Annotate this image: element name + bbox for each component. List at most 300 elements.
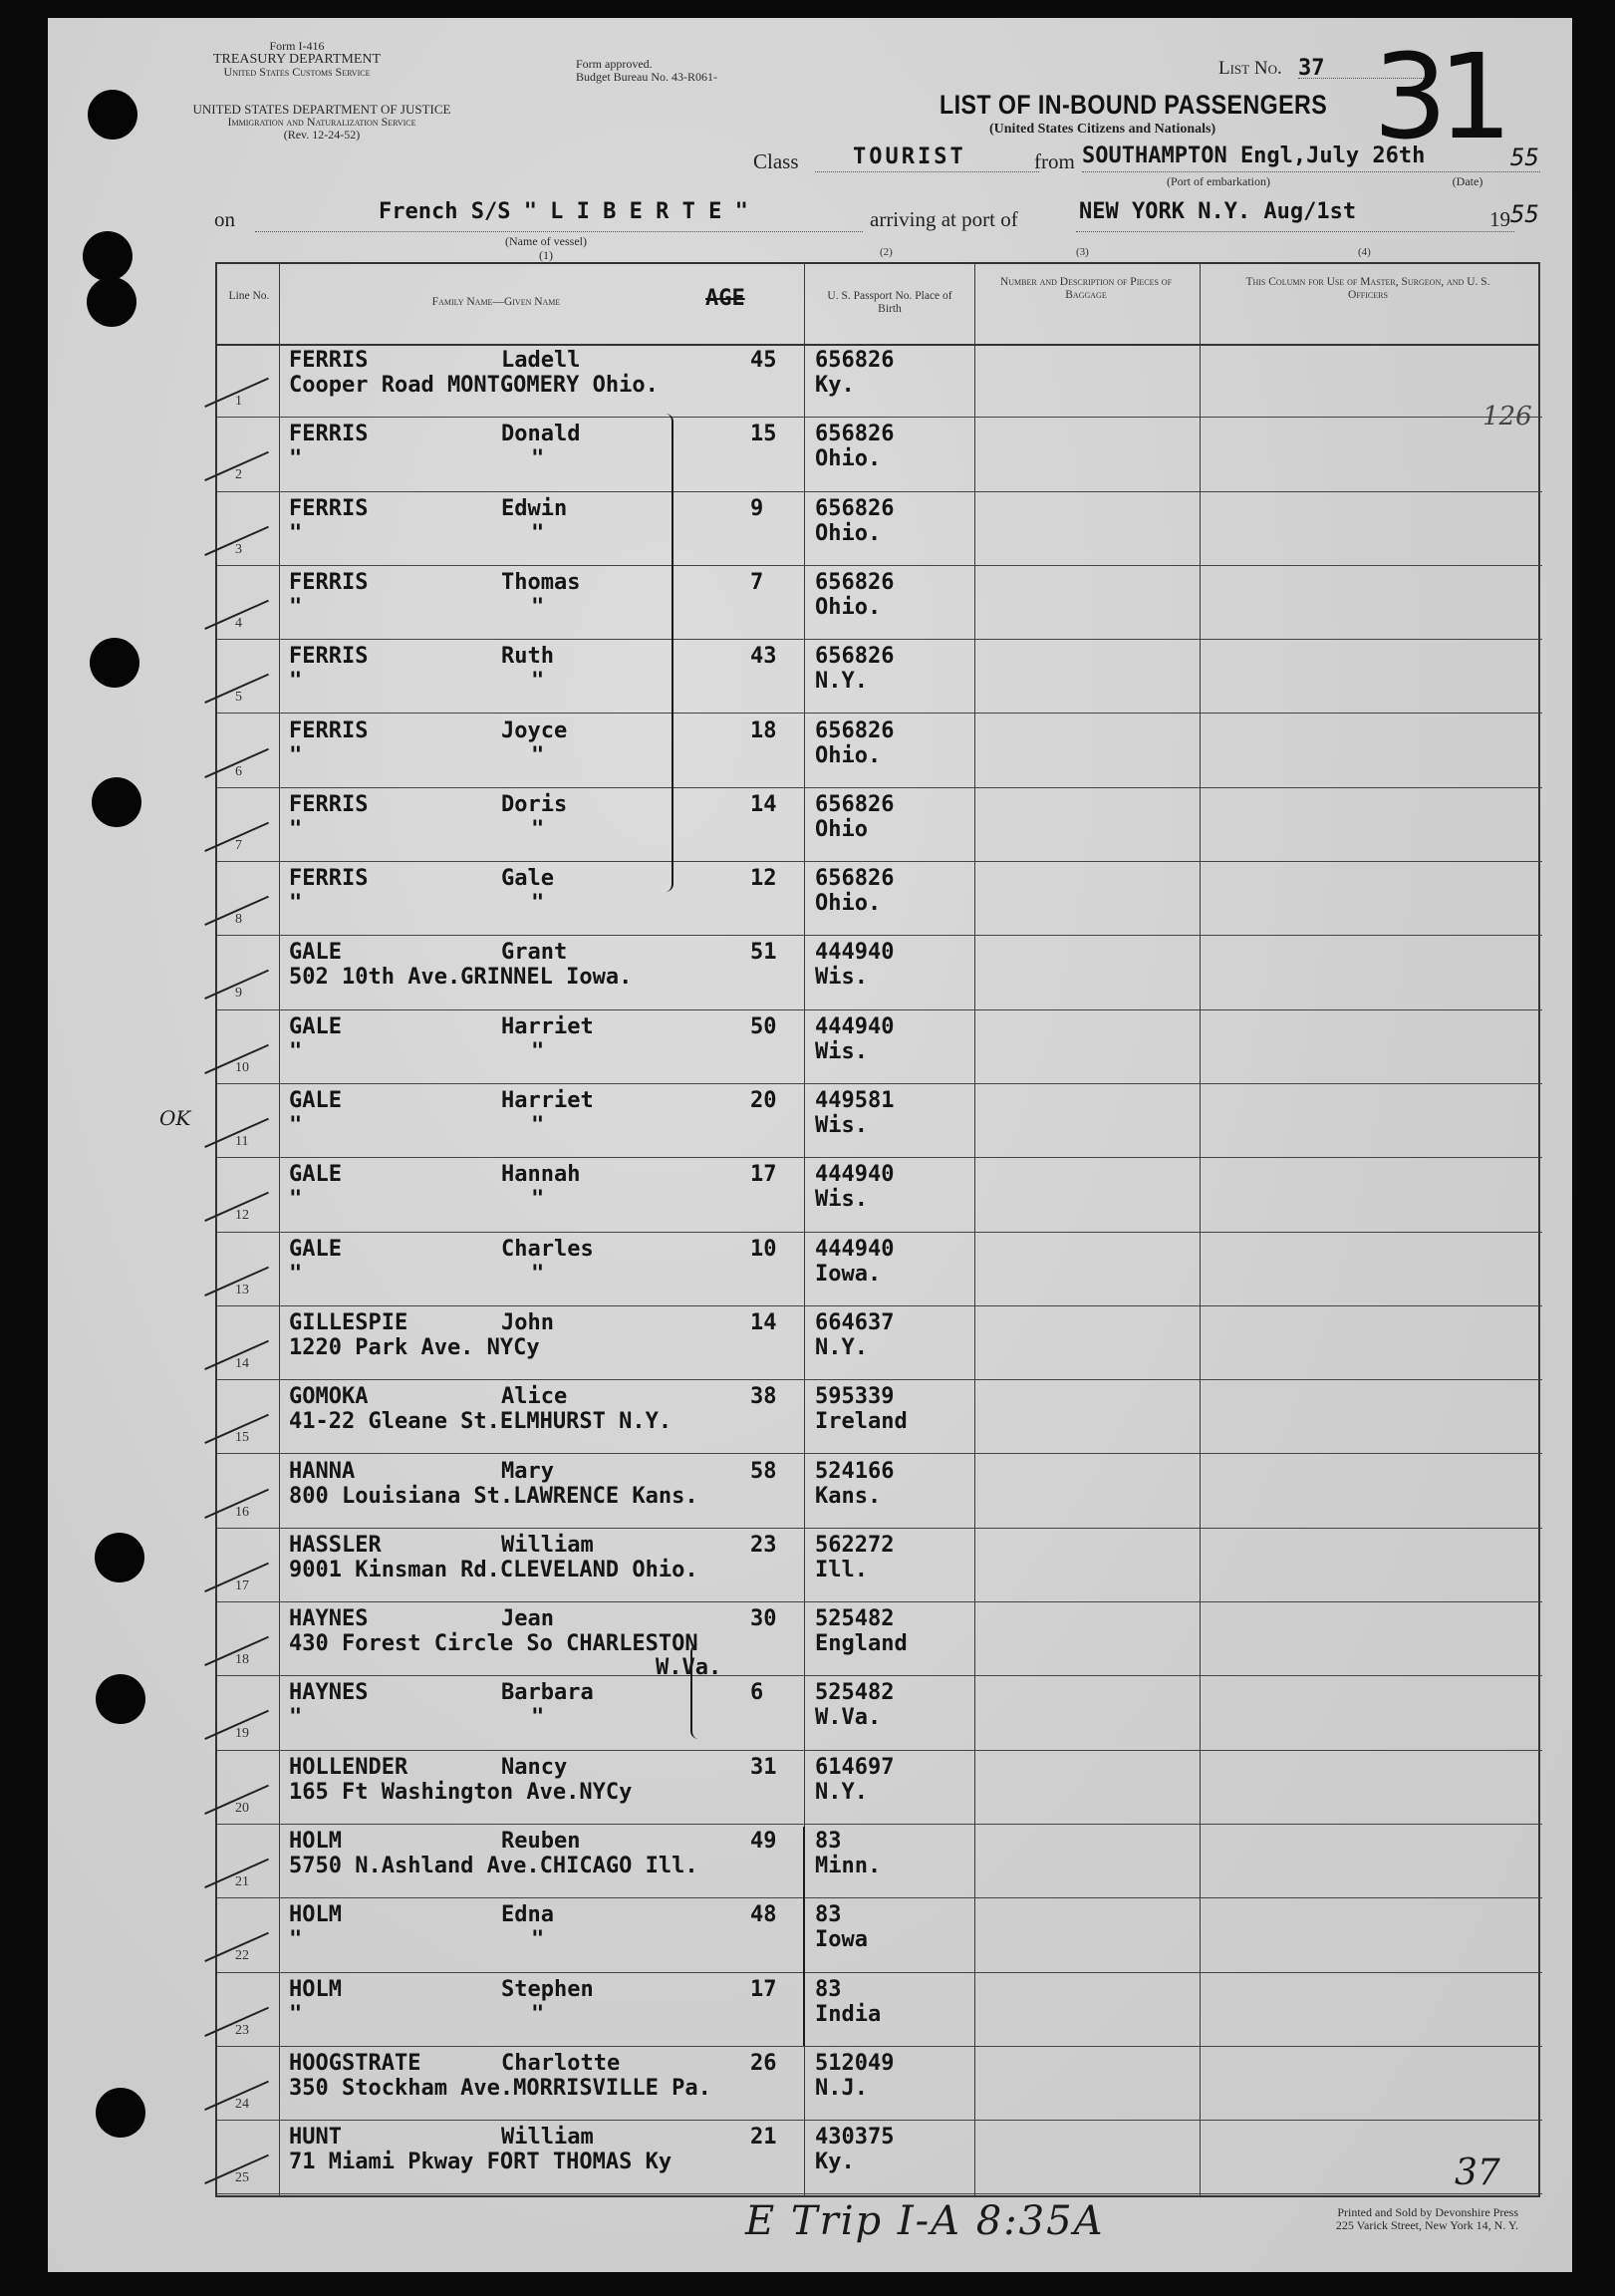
age-value: 14	[750, 791, 777, 817]
margin-ok-note: OK	[159, 1106, 191, 1130]
port-embark-caption: (Port of embarkation)	[1167, 174, 1270, 188]
table-row	[217, 1825, 1542, 1898]
passport-number: 562272	[815, 1532, 895, 1558]
vessel-colnum: (1)	[539, 248, 553, 262]
age-value: 50	[750, 1013, 777, 1039]
check-mark	[189, 343, 269, 408]
family-bracket-haynes	[690, 1644, 704, 1739]
header-age: AGE	[705, 286, 745, 311]
passenger-table	[215, 246, 1540, 2197]
given-name: Barbara	[501, 1680, 594, 1706]
address: 430 Forest Circle So CHARLESTON	[289, 1631, 698, 1657]
place-of-birth: Ky.	[815, 2150, 855, 2175]
address: 71 Miami Pkway FORT THOMAS Ky	[289, 2150, 673, 2175]
line-number: 23	[235, 2022, 249, 2038]
margin-note-row1: 126	[1482, 402, 1532, 431]
arrival-line	[1076, 231, 1514, 232]
age-value: 15	[750, 422, 777, 447]
given-name-ditto: "	[531, 1187, 545, 1213]
given-name: Ladell	[501, 348, 581, 373]
check-mark	[189, 2120, 269, 2184]
address: 9001 Kinsman Rd.CLEVELAND Ohio.	[289, 1557, 698, 1582]
check-mark	[189, 1675, 269, 1740]
place-of-birth: N.J.	[815, 2075, 868, 2101]
printer-block	[1239, 2206, 1518, 2232]
table-row	[217, 418, 1542, 491]
passport-number: 524166	[815, 1458, 895, 1484]
family-name: HAYNES	[289, 1606, 369, 1632]
given-name: John	[501, 1309, 554, 1335]
given-name: Jean	[501, 1606, 554, 1632]
treasury-dept: TREASURY DEPARTMENT	[212, 52, 382, 67]
rev-label: (Rev. 12-24-52)	[283, 128, 361, 142]
given-name: Ruth	[501, 644, 554, 670]
given-name: Charles	[501, 1236, 594, 1262]
family-name: FERRIS	[289, 422, 369, 447]
check-mark	[189, 1379, 269, 1444]
table-row	[217, 1602, 1542, 1681]
passport-number: 656826	[815, 718, 895, 743]
passport-number: 512049	[815, 2050, 895, 2076]
given-name: Harriet	[501, 1088, 594, 1113]
place-of-birth: Wis.	[815, 1187, 868, 1213]
address: Cooper Road MONTGOMERY Ohio.	[289, 373, 659, 398]
address: 1220 Park Ave. NYCy	[289, 1334, 540, 1360]
line-number: 1	[235, 394, 242, 409]
address: "	[289, 816, 303, 842]
line-number: 10	[235, 1059, 249, 1075]
family-name: GALE	[289, 1088, 342, 1113]
passport-number: 595339	[815, 1384, 895, 1410]
age-value: 38	[750, 1384, 777, 1410]
doj-label: UNITED STATES DEPARTMENT OF JUSTICE	[192, 102, 451, 117]
year-1: 55	[1510, 144, 1539, 171]
passport-number: 656826	[815, 866, 895, 892]
age-value: 7	[750, 569, 764, 595]
binder-hole-7	[96, 1674, 145, 1724]
check-mark	[189, 1453, 269, 1518]
age-value: 58	[750, 1458, 777, 1484]
approval-block	[576, 58, 795, 84]
passport-number: 444940	[815, 1236, 895, 1262]
check-mark	[189, 1972, 269, 2037]
passport-number: 525482	[815, 1680, 895, 1706]
line-number: 16	[235, 1504, 249, 1520]
check-mark	[189, 417, 269, 481]
given-name-ditto: "	[531, 1261, 545, 1287]
header-officers: This Column for Use of Master, Surgeon, and U. S. Officers	[1245, 276, 1490, 301]
table-row	[217, 1455, 1542, 1529]
row-separator	[217, 2193, 1542, 2194]
class-label: Class	[753, 149, 799, 173]
passport-number: 449581	[815, 1088, 895, 1113]
vessel-line	[255, 231, 863, 232]
place-of-birth: England	[815, 1631, 908, 1657]
colnum-passport: (2)	[880, 246, 893, 258]
printer-name: Printed and Sold by Devonshire Press	[1337, 2205, 1518, 2219]
line-number: 11	[235, 1134, 249, 1149]
line-number: 13	[235, 1282, 249, 1297]
list-no-value: 37	[1298, 56, 1325, 81]
table-row	[217, 1973, 1542, 2047]
line-number: 6	[235, 763, 242, 779]
passport-number: 656826	[815, 348, 895, 373]
manifest-page	[48, 18, 1572, 2272]
header-name: Family Name—Given Name	[431, 296, 561, 308]
family-name: FERRIS	[289, 495, 369, 521]
family-name: HASSLER	[289, 1532, 382, 1558]
place-of-birth: India	[815, 2001, 882, 2027]
check-mark	[189, 565, 269, 630]
age-value: 14	[750, 1309, 777, 1335]
check-mark	[189, 1305, 269, 1370]
age-value: 12	[750, 866, 777, 892]
age-value: 51	[750, 940, 777, 966]
family-name: HUNT	[289, 2125, 342, 2151]
line-number: 18	[235, 1652, 249, 1668]
age-value: 6	[750, 1680, 764, 1706]
binder-hole-4	[90, 638, 139, 688]
header-baggage: Number and Description of Pieces of Baggage	[999, 276, 1173, 301]
given-name: Charlotte	[501, 2050, 621, 2076]
colnum-officers: (4)	[1358, 246, 1371, 258]
family-name: GALE	[289, 1162, 342, 1188]
given-name: Alice	[501, 1384, 568, 1410]
place-of-birth: Wis.	[815, 1113, 868, 1138]
arrival-port: NEW YORK N.Y. Aug/1st	[1079, 199, 1357, 224]
given-name: Gale	[501, 866, 554, 892]
table-row	[217, 1751, 1542, 1825]
address: "	[289, 1113, 303, 1138]
line-number: 3	[235, 541, 242, 557]
given-name: Mary	[501, 1458, 554, 1484]
passport-number: 83	[815, 1976, 842, 2002]
table-row	[217, 1306, 1542, 1380]
check-mark	[189, 935, 269, 1000]
table-row	[217, 2047, 1542, 2121]
family-name: FERRIS	[289, 866, 369, 892]
binder-hole-5	[92, 777, 141, 827]
line-number: 22	[235, 1948, 249, 1964]
family-name: HOLM	[289, 1829, 342, 1854]
form-approved: Form approved.	[576, 57, 653, 71]
passport-number: 656826	[815, 791, 895, 817]
stamp-number: 31	[1373, 28, 1503, 165]
place-of-birth: Minn.	[815, 1854, 882, 1878]
doj-block	[137, 103, 506, 142]
family-name: GILLESPIE	[289, 1309, 408, 1335]
age-value: 43	[750, 644, 777, 670]
given-name: Edwin	[501, 495, 568, 521]
passport-number: 83	[815, 1902, 842, 1928]
table-row	[217, 1233, 1542, 1306]
passport-number: 664637	[815, 1309, 895, 1335]
page-number-hand: 37	[1455, 2152, 1500, 2193]
age-value: 26	[750, 2050, 777, 2076]
age-value: 17	[750, 1162, 777, 1188]
place-of-birth: Ohio	[815, 816, 868, 842]
table-row	[217, 566, 1542, 640]
place-of-birth: Kans.	[815, 1483, 882, 1509]
list-no-label: List No.	[1218, 58, 1282, 79]
binder-hole-8	[96, 2088, 145, 2138]
line-number: 19	[235, 1726, 249, 1742]
binder-hole-3	[87, 277, 136, 327]
check-mark	[189, 1601, 269, 1666]
family-name: FERRIS	[289, 569, 369, 595]
family-name: FERRIS	[289, 718, 369, 743]
budget-bureau: Budget Bureau No. 43-R061-	[576, 70, 717, 84]
check-mark	[189, 713, 269, 777]
family-name: FERRIS	[289, 791, 369, 817]
year-2: 55	[1510, 200, 1539, 228]
address: "	[289, 446, 303, 472]
footer-handwriting: E Trip I-A 8:35A	[745, 2198, 1105, 2244]
address: "	[289, 1038, 303, 1064]
printer-address: 225 Varick Street, New York 14, N. Y.	[1335, 2218, 1518, 2232]
table-row	[217, 492, 1542, 566]
family-name: HOLM	[289, 1976, 342, 2002]
table-row	[217, 640, 1542, 714]
age-value: 21	[750, 2125, 777, 2151]
check-mark	[189, 787, 269, 852]
family-name: GALE	[289, 940, 342, 966]
line-number: 2	[235, 467, 242, 483]
date-caption: (Date)	[1452, 174, 1483, 188]
check-mark	[189, 1083, 269, 1148]
vessel-name: French S/S " L I B E R T E "	[379, 199, 748, 224]
address: "	[289, 669, 303, 695]
age-value: 31	[750, 1754, 777, 1780]
address: "	[289, 594, 303, 620]
table-row	[217, 862, 1542, 936]
form-number: Form I-416	[269, 39, 325, 53]
age-value: 23	[750, 1532, 777, 1558]
place-of-birth: Ohio.	[815, 520, 882, 546]
age-value: 48	[750, 1902, 777, 1928]
family-name: HOLLENDER	[289, 1754, 408, 1780]
family-name: HANNA	[289, 1458, 356, 1484]
from-value: SOUTHAMPTON Engl,July 26th	[1082, 144, 1426, 168]
line-number: 5	[235, 690, 242, 706]
vessel-caption: (Name of vessel)	[505, 234, 587, 248]
line-number: 15	[235, 1430, 249, 1446]
ins-label: Immigration and Naturalization Service	[227, 115, 416, 129]
year-2-prefix: 19	[1489, 207, 1510, 231]
list-title: LIST OF IN-BOUND PASSENGERS	[940, 90, 1328, 120]
passport-number: 656826	[815, 569, 895, 595]
check-mark	[189, 2046, 269, 2111]
passport-number: 430375	[815, 2125, 895, 2151]
given-name: Reuben	[501, 1829, 581, 1854]
family-bracket-ferris	[656, 414, 673, 892]
line-number: 4	[235, 615, 242, 631]
given-name: William	[501, 2125, 594, 2151]
address: "	[289, 742, 303, 768]
family-name: FERRIS	[289, 644, 369, 670]
address: "	[289, 1705, 303, 1731]
binder-hole-6	[95, 1533, 144, 1582]
check-mark	[189, 1750, 269, 1815]
family-name: HOOGSTRATE	[289, 2050, 421, 2076]
passport-number: 83	[815, 1829, 842, 1854]
place-of-birth: Wis.	[815, 965, 868, 991]
check-mark	[189, 1232, 269, 1296]
passport-number: 656826	[815, 422, 895, 447]
table-row	[217, 936, 1542, 1009]
from-line	[1082, 171, 1540, 172]
address: 502 10th Ave.GRINNEL Iowa.	[289, 965, 633, 991]
given-name-ditto: "	[531, 594, 545, 620]
address: 800 Louisiana St.LAWRENCE Kans.	[289, 1483, 698, 1509]
given-name: Donald	[501, 422, 581, 447]
form-dept-block	[187, 40, 406, 79]
line-number: 25	[235, 2170, 249, 2186]
given-name-ditto: "	[531, 1113, 545, 1138]
place-of-birth: Ohio.	[815, 446, 882, 472]
line-number: 20	[235, 1800, 249, 1816]
address: "	[289, 891, 303, 917]
age-value: 49	[750, 1829, 777, 1854]
check-mark	[189, 639, 269, 704]
table-row	[217, 1380, 1542, 1454]
passport-number: 444940	[815, 1162, 895, 1188]
age-value: 9	[750, 495, 764, 521]
age-value: 18	[750, 718, 777, 743]
passport-number: 656826	[815, 495, 895, 521]
place-of-birth: Ohio.	[815, 891, 882, 917]
passport-number: 656826	[815, 644, 895, 670]
header-passport: U. S. Passport No. Place of Birth	[827, 290, 952, 315]
table-row	[217, 1010, 1542, 1084]
place-of-birth: Ky.	[815, 373, 855, 398]
place-of-birth: W.Va.	[815, 1705, 882, 1731]
address: "	[289, 2001, 303, 2027]
age-value: 17	[750, 1976, 777, 2002]
check-mark	[189, 1528, 269, 1592]
arriving-label: arriving at port of	[870, 207, 1018, 231]
given-name-ditto: "	[531, 891, 545, 917]
given-name-ditto: "	[531, 1705, 545, 1731]
family-bracket-holm	[797, 1827, 805, 2046]
check-mark	[189, 1824, 269, 1888]
given-name-ditto: "	[531, 2001, 545, 2027]
family-name: HAYNES	[289, 1680, 369, 1706]
given-name: Harriet	[501, 1013, 594, 1039]
place-of-birth: N.Y.	[815, 1779, 868, 1805]
given-name-ditto: "	[531, 669, 545, 695]
age-value: 30	[750, 1606, 777, 1632]
given-name: Stephen	[501, 1976, 594, 2002]
given-name-ditto: "	[531, 1927, 545, 1953]
age-value: 45	[750, 348, 777, 373]
check-mark	[189, 1157, 269, 1222]
from-label: from	[1034, 149, 1075, 173]
place-of-birth: N.Y.	[815, 1334, 868, 1360]
line-number: 24	[235, 2096, 249, 2112]
table-row	[217, 1529, 1542, 1602]
age-value: 10	[750, 1236, 777, 1262]
class-value: TOURIST	[853, 144, 966, 169]
on-label: on	[214, 207, 235, 231]
place-of-birth: Ireland	[815, 1409, 908, 1435]
line-number: 17	[235, 1578, 249, 1593]
place-of-birth: N.Y.	[815, 669, 868, 695]
line-number: 8	[235, 912, 242, 928]
place-of-birth: Ill.	[815, 1557, 868, 1582]
list-subtitle: (United States Citizens and Nationals)	[989, 122, 1216, 137]
line-number: 12	[235, 1208, 249, 1224]
address: "	[289, 1927, 303, 1953]
address: "	[289, 1187, 303, 1213]
place-of-birth: Ohio.	[815, 742, 882, 768]
binder-hole-1	[88, 90, 137, 140]
table-row	[217, 344, 1542, 418]
customs-service: United States Customs Service	[223, 65, 371, 79]
family-name: GOMOKA	[289, 1384, 369, 1410]
table-row	[217, 1158, 1542, 1232]
family-name: HOLM	[289, 1902, 342, 1928]
place-of-birth: Iowa.	[815, 1261, 882, 1287]
given-name-ditto: "	[531, 1038, 545, 1064]
place-of-birth: Ohio.	[815, 594, 882, 620]
place-of-birth: Iowa	[815, 1927, 868, 1953]
given-name-ditto: "	[531, 816, 545, 842]
place-of-birth: Wis.	[815, 1038, 868, 1064]
address: 5750 N.Ashland Ave.CHICAGO Ill.	[289, 1854, 698, 1878]
age-value: 20	[750, 1088, 777, 1113]
given-name: Joyce	[501, 718, 568, 743]
given-name-ditto: "	[531, 742, 545, 768]
table-row	[217, 788, 1542, 862]
binder-hole-2	[83, 231, 133, 281]
passport-number: 444940	[815, 1013, 895, 1039]
passport-number: 614697	[815, 1754, 895, 1780]
line-number: 7	[235, 837, 242, 853]
family-name: FERRIS	[289, 348, 369, 373]
given-name: Edna	[501, 1902, 554, 1928]
family-name: GALE	[289, 1013, 342, 1039]
address-line-2: W.Va.	[656, 1655, 722, 1681]
given-name: Thomas	[501, 569, 581, 595]
given-name: Grant	[501, 940, 568, 966]
table-row	[217, 2121, 1542, 2194]
colnum-baggage: (3)	[1076, 246, 1089, 258]
check-mark	[189, 491, 269, 556]
address: 350 Stockham Ave.MORRISVILLE Pa.	[289, 2075, 711, 2101]
given-name: Nancy	[501, 1754, 568, 1780]
line-number: 9	[235, 986, 242, 1002]
passport-number: 525482	[815, 1606, 895, 1632]
given-name: Doris	[501, 791, 568, 817]
line-number: 21	[235, 1874, 249, 1889]
table-row	[217, 1898, 1542, 1972]
family-name: GALE	[289, 1236, 342, 1262]
address: 165 Ft Washington Ave.NYCy	[289, 1779, 633, 1805]
line-number: 14	[235, 1355, 249, 1371]
address: "	[289, 520, 303, 546]
class-line	[815, 171, 1039, 172]
check-mark	[189, 1897, 269, 1962]
check-mark	[189, 1009, 269, 1074]
address: "	[289, 1261, 303, 1287]
given-name-ditto: "	[531, 446, 545, 472]
given-name-ditto: "	[531, 520, 545, 546]
table-row	[217, 715, 1542, 788]
table-row	[217, 1676, 1542, 1750]
given-name: Hannah	[501, 1162, 581, 1188]
check-mark	[189, 861, 269, 926]
